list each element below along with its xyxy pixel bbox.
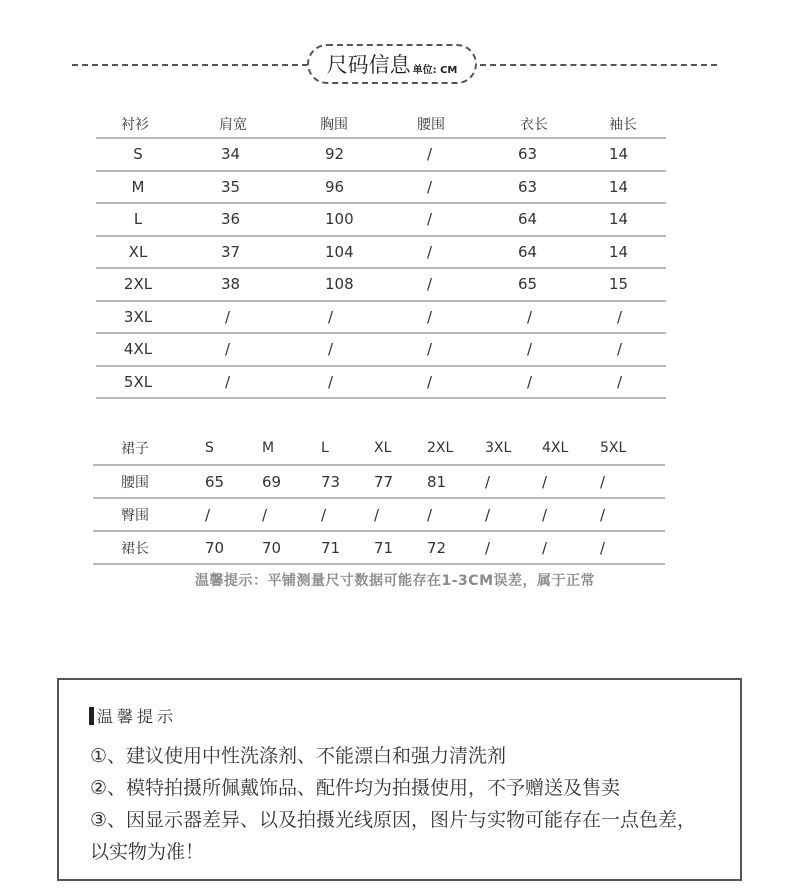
table-cell: / [328, 372, 334, 391]
table-cell: 104 [325, 242, 354, 261]
table-cell: 14 [609, 210, 629, 229]
table-cell: / [225, 372, 231, 391]
size-label: 3XL [123, 307, 153, 326]
table-cell: / [542, 505, 548, 524]
column-header: 4XL [542, 439, 569, 456]
table-row [93, 499, 665, 532]
table-cell: / [527, 340, 533, 359]
table-cell: / [617, 307, 623, 326]
size-label: M [131, 177, 145, 196]
table-row [96, 269, 666, 302]
table-cell: / [542, 538, 548, 557]
table-cell: 34 [221, 145, 241, 164]
table-cell: 73 [321, 472, 341, 491]
measure-label: 臀围 [121, 507, 149, 524]
table-cell: / [542, 472, 548, 491]
column-header: 3XL [485, 439, 512, 456]
column-header: 腰围 [417, 116, 445, 133]
table-cell: / [485, 472, 491, 491]
notice-title: 温馨提示 [97, 707, 178, 726]
header-dashed-line-right [480, 64, 717, 66]
table-cell: / [617, 372, 623, 391]
table-cell: / [205, 505, 211, 524]
table-cell: 63 [518, 145, 538, 164]
table-cell: / [427, 372, 433, 391]
table-cell: 81 [427, 472, 447, 491]
table-row [96, 204, 666, 237]
column-header: 肩宽 [219, 116, 247, 133]
table-cell: 35 [221, 177, 241, 196]
notice-list [90, 740, 730, 868]
table-header-row [96, 110, 666, 139]
table-cell: / [427, 210, 433, 229]
table-cell: 108 [325, 275, 354, 294]
table-cell: 64 [518, 242, 538, 261]
notice-line: 以实物为准！ [90, 841, 205, 863]
table-cell: / [427, 340, 433, 359]
table-row [96, 334, 666, 367]
table-cell: 71 [374, 538, 394, 557]
size-label: 5XL [123, 372, 153, 391]
table-cell: 72 [427, 538, 447, 557]
table-cell: 14 [609, 145, 629, 164]
table-cell: / [427, 242, 433, 261]
table-cell: 65 [518, 275, 538, 294]
table-cell: / [427, 275, 433, 294]
table-cell: / [427, 505, 433, 524]
column-header: M [262, 439, 275, 456]
table-cell: 100 [325, 210, 354, 229]
column-header: 衬衫 [121, 116, 149, 133]
table-row [96, 367, 666, 400]
table-cell: 69 [262, 472, 282, 491]
skirt-size-table [93, 431, 665, 565]
size-label: S [133, 145, 143, 164]
table-cell: / [427, 145, 433, 164]
table-cell: / [328, 340, 334, 359]
table-row [96, 172, 666, 205]
column-header: 袖长 [609, 116, 637, 133]
table-cell: / [328, 307, 334, 326]
table-cell: 70 [205, 538, 225, 557]
size-info-title: 尺码信息 [326, 53, 411, 77]
table-cell: / [262, 505, 268, 524]
table-cell: 38 [221, 275, 241, 294]
shirt-size-table [96, 110, 666, 399]
table-cell: 14 [609, 242, 629, 261]
column-header: S [205, 439, 214, 456]
notice-line: ②、模特拍摄所佩戴饰品、配件均为拍摄使用，不予赠送及售卖 [90, 777, 621, 799]
size-label: 2XL [123, 275, 153, 294]
table-header-row [93, 431, 665, 466]
notice-box [57, 678, 742, 881]
size-label: XL [128, 242, 148, 261]
column-header: XL [374, 439, 392, 456]
table-row [93, 466, 665, 499]
table-row [96, 302, 666, 335]
table-cell: 15 [609, 275, 629, 294]
table-cell: / [225, 307, 231, 326]
table-cell: / [225, 340, 231, 359]
measure-label: 腰围 [121, 474, 149, 491]
measure-label: 裙长 [121, 540, 149, 557]
table-cell: / [617, 340, 623, 359]
table-row [96, 237, 666, 270]
table-cell: 64 [518, 210, 538, 229]
column-header: 2XL [427, 439, 454, 456]
column-header: 裙子 [121, 440, 149, 457]
header-dashed-line-left [72, 64, 308, 66]
column-header: L [321, 439, 329, 456]
table-cell: 63 [518, 177, 538, 196]
size-info-badge [307, 44, 477, 84]
notice-header [89, 704, 177, 727]
column-header: 衣长 [520, 116, 548, 133]
table-cell: / [427, 177, 433, 196]
size-label: L [133, 210, 143, 229]
table-cell: / [485, 505, 491, 524]
table-cell: 70 [262, 538, 282, 557]
table-cell: / [600, 538, 606, 557]
table-cell: / [485, 538, 491, 557]
table-cell: / [600, 472, 606, 491]
table-cell: 71 [321, 538, 341, 557]
measurement-tip: 温馨提示：平铺测量尺寸数据可能存在1-3CM误差，属于正常 [195, 573, 595, 589]
table-cell: 96 [325, 177, 345, 196]
notice-line: ①、建议使用中性洗涤剂、不能漂白和强力清洗剂 [90, 745, 507, 767]
size-label: 4XL [123, 340, 153, 359]
table-cell: 77 [374, 472, 394, 491]
table-cell: / [527, 307, 533, 326]
table-cell: / [374, 505, 380, 524]
table-cell: / [427, 307, 433, 326]
table-row [96, 139, 666, 172]
table-cell: / [527, 372, 533, 391]
notice-line: ③、因显示器差异、以及拍摄光线原因，图片与实物可能存在一点色差， [90, 809, 697, 831]
table-cell: 36 [221, 210, 241, 229]
notice-bar-icon [89, 707, 94, 725]
table-cell: 92 [325, 145, 345, 164]
table-cell: / [600, 505, 606, 524]
table-cell: 14 [609, 177, 629, 196]
table-cell: 65 [205, 472, 225, 491]
table-cell: 37 [221, 242, 241, 261]
column-header: 胸围 [320, 116, 348, 133]
unit-label: 单位: CM [412, 64, 458, 76]
table-row [93, 532, 665, 565]
table-cell: / [321, 505, 327, 524]
column-header: 5XL [600, 439, 627, 456]
